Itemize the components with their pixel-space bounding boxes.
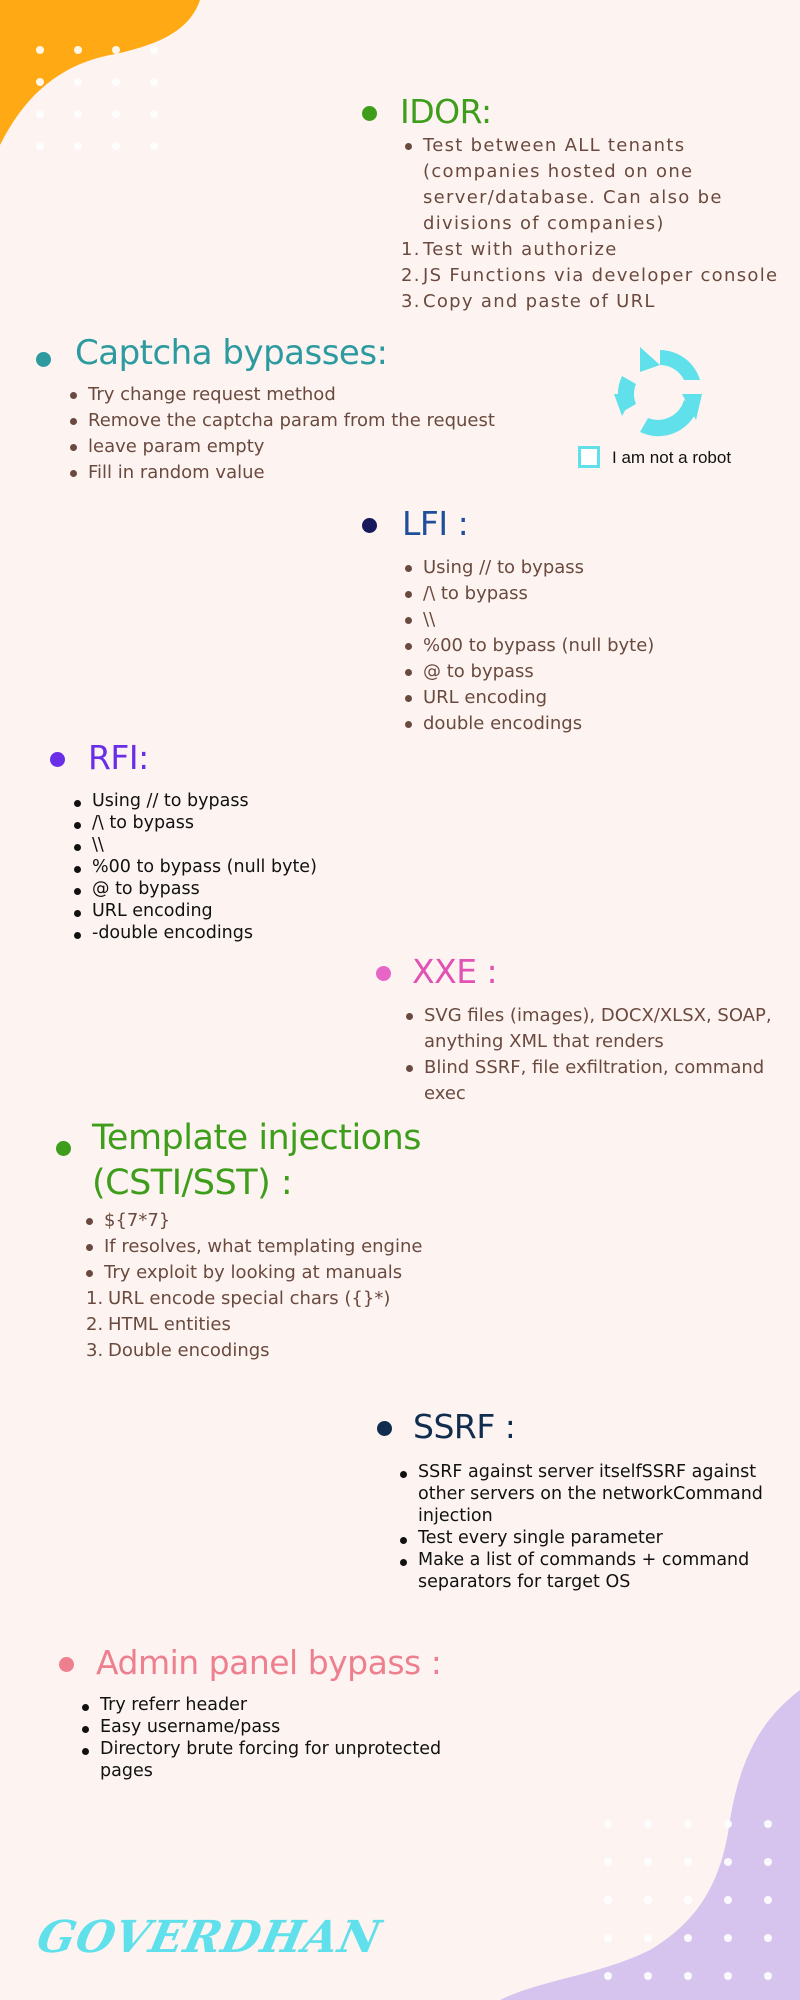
rfi-bullet-list [70,790,400,944]
recaptcha-refresh-icon [610,342,710,442]
list-item: %00 to bypass (null byte) [401,633,761,659]
rfi-title: RFI: [88,738,149,777]
list-item: Directory brute forcing for unprotected pages [78,1738,458,1782]
list-item: 3. Double encodings [86,1340,270,1361]
captcha-checkbox-label: I am not a robot [612,448,732,467]
list-item: -double encodings [70,922,400,944]
list-item: Using // to bypass [70,790,400,812]
idor-bullet-dot [362,106,377,121]
idor-numbered-list [401,237,800,315]
list-item: URL encoding [401,685,761,711]
idor-title: IDOR: [400,92,492,131]
dot-grid-decoration [36,46,166,156]
list-item: @ to bypass [401,659,761,685]
template-numbered-list [86,1286,446,1364]
list-item: Try exploit by looking at manuals [82,1260,442,1286]
list-item: \\ [401,607,761,633]
list-item: URL encoding [70,900,400,922]
list-item: Remove the captcha param from the request [66,408,506,434]
list-item: %00 to bypass (null byte) [70,856,400,878]
lfi-bullet-dot [362,518,377,533]
list-item: Using // to bypass [401,555,761,581]
author-signature: GOVERDHAN [32,1912,386,1963]
xxe-bullet-list [402,1003,772,1107]
list-item: double encodings [401,711,761,737]
list-item: Test between ALL tenants (companies hosted on one server/database. Can also be divisions of companies) [401,133,771,237]
admin-bullet-dot [59,1657,74,1672]
ssrf-bullet-dot [377,1421,392,1436]
idor-bullet-list [401,133,771,237]
template-bullet-list [82,1208,442,1286]
list-item: Try referr header [78,1694,458,1716]
list-item: SVG files (images), DOCX/XLSX, SOAP, anything XML that renders [402,1003,772,1055]
list-item: Easy username/pass [78,1716,458,1738]
list-item: SSRF against server itselfSSRF against other servers on the networkCommand injection [396,1461,776,1527]
template-title-line2: (CSTI/SST) : [92,1163,293,1203]
list-item: 1. Test with authorize [401,239,618,260]
list-item: 1. URL encode special chars ({}*) [86,1288,391,1309]
list-item: \\ [70,834,400,856]
rfi-bullet-dot [50,752,65,767]
list-item: Test every single parameter [396,1527,776,1549]
list-item: If resolves, what templating engine [82,1234,442,1260]
captcha-checkbox[interactable] [578,446,600,468]
purple-blob-decoration [500,1690,800,2000]
admin-title: Admin panel bypass : [96,1643,442,1682]
list-item: 3. Copy and paste of URL [401,291,656,312]
captcha-bullet-dot [36,352,51,367]
list-item: 2. JS Functions via developer console [401,265,779,286]
captcha-title: Captcha bypasses: [75,333,388,373]
list-item: ${7*7} [82,1208,442,1234]
list-item: /\ to bypass [401,581,761,607]
list-item: 2. HTML entities [86,1314,231,1335]
xxe-bullet-dot [376,966,391,981]
xxe-title: XXE : [412,952,498,991]
list-item: Blind SSRF, file exfiltration, command exec [402,1055,772,1107]
list-item: Fill in random value [66,460,506,486]
template-title-line1: Template injections [92,1118,422,1158]
template-bullet-dot [56,1141,71,1156]
list-item: @ to bypass [70,878,400,900]
lfi-bullet-list [401,555,761,737]
list-item: /\ to bypass [70,812,400,834]
ssrf-bullet-list [396,1461,776,1593]
list-item: Try change request method [66,382,506,408]
lfi-title: LFI : [402,504,469,543]
captcha-bullet-list [66,382,506,486]
ssrf-title: SSRF : [413,1407,516,1446]
list-item: leave param empty [66,434,506,460]
admin-bullet-list [78,1694,458,1782]
list-item: Make a list of commands + command separators for target OS [396,1549,776,1593]
